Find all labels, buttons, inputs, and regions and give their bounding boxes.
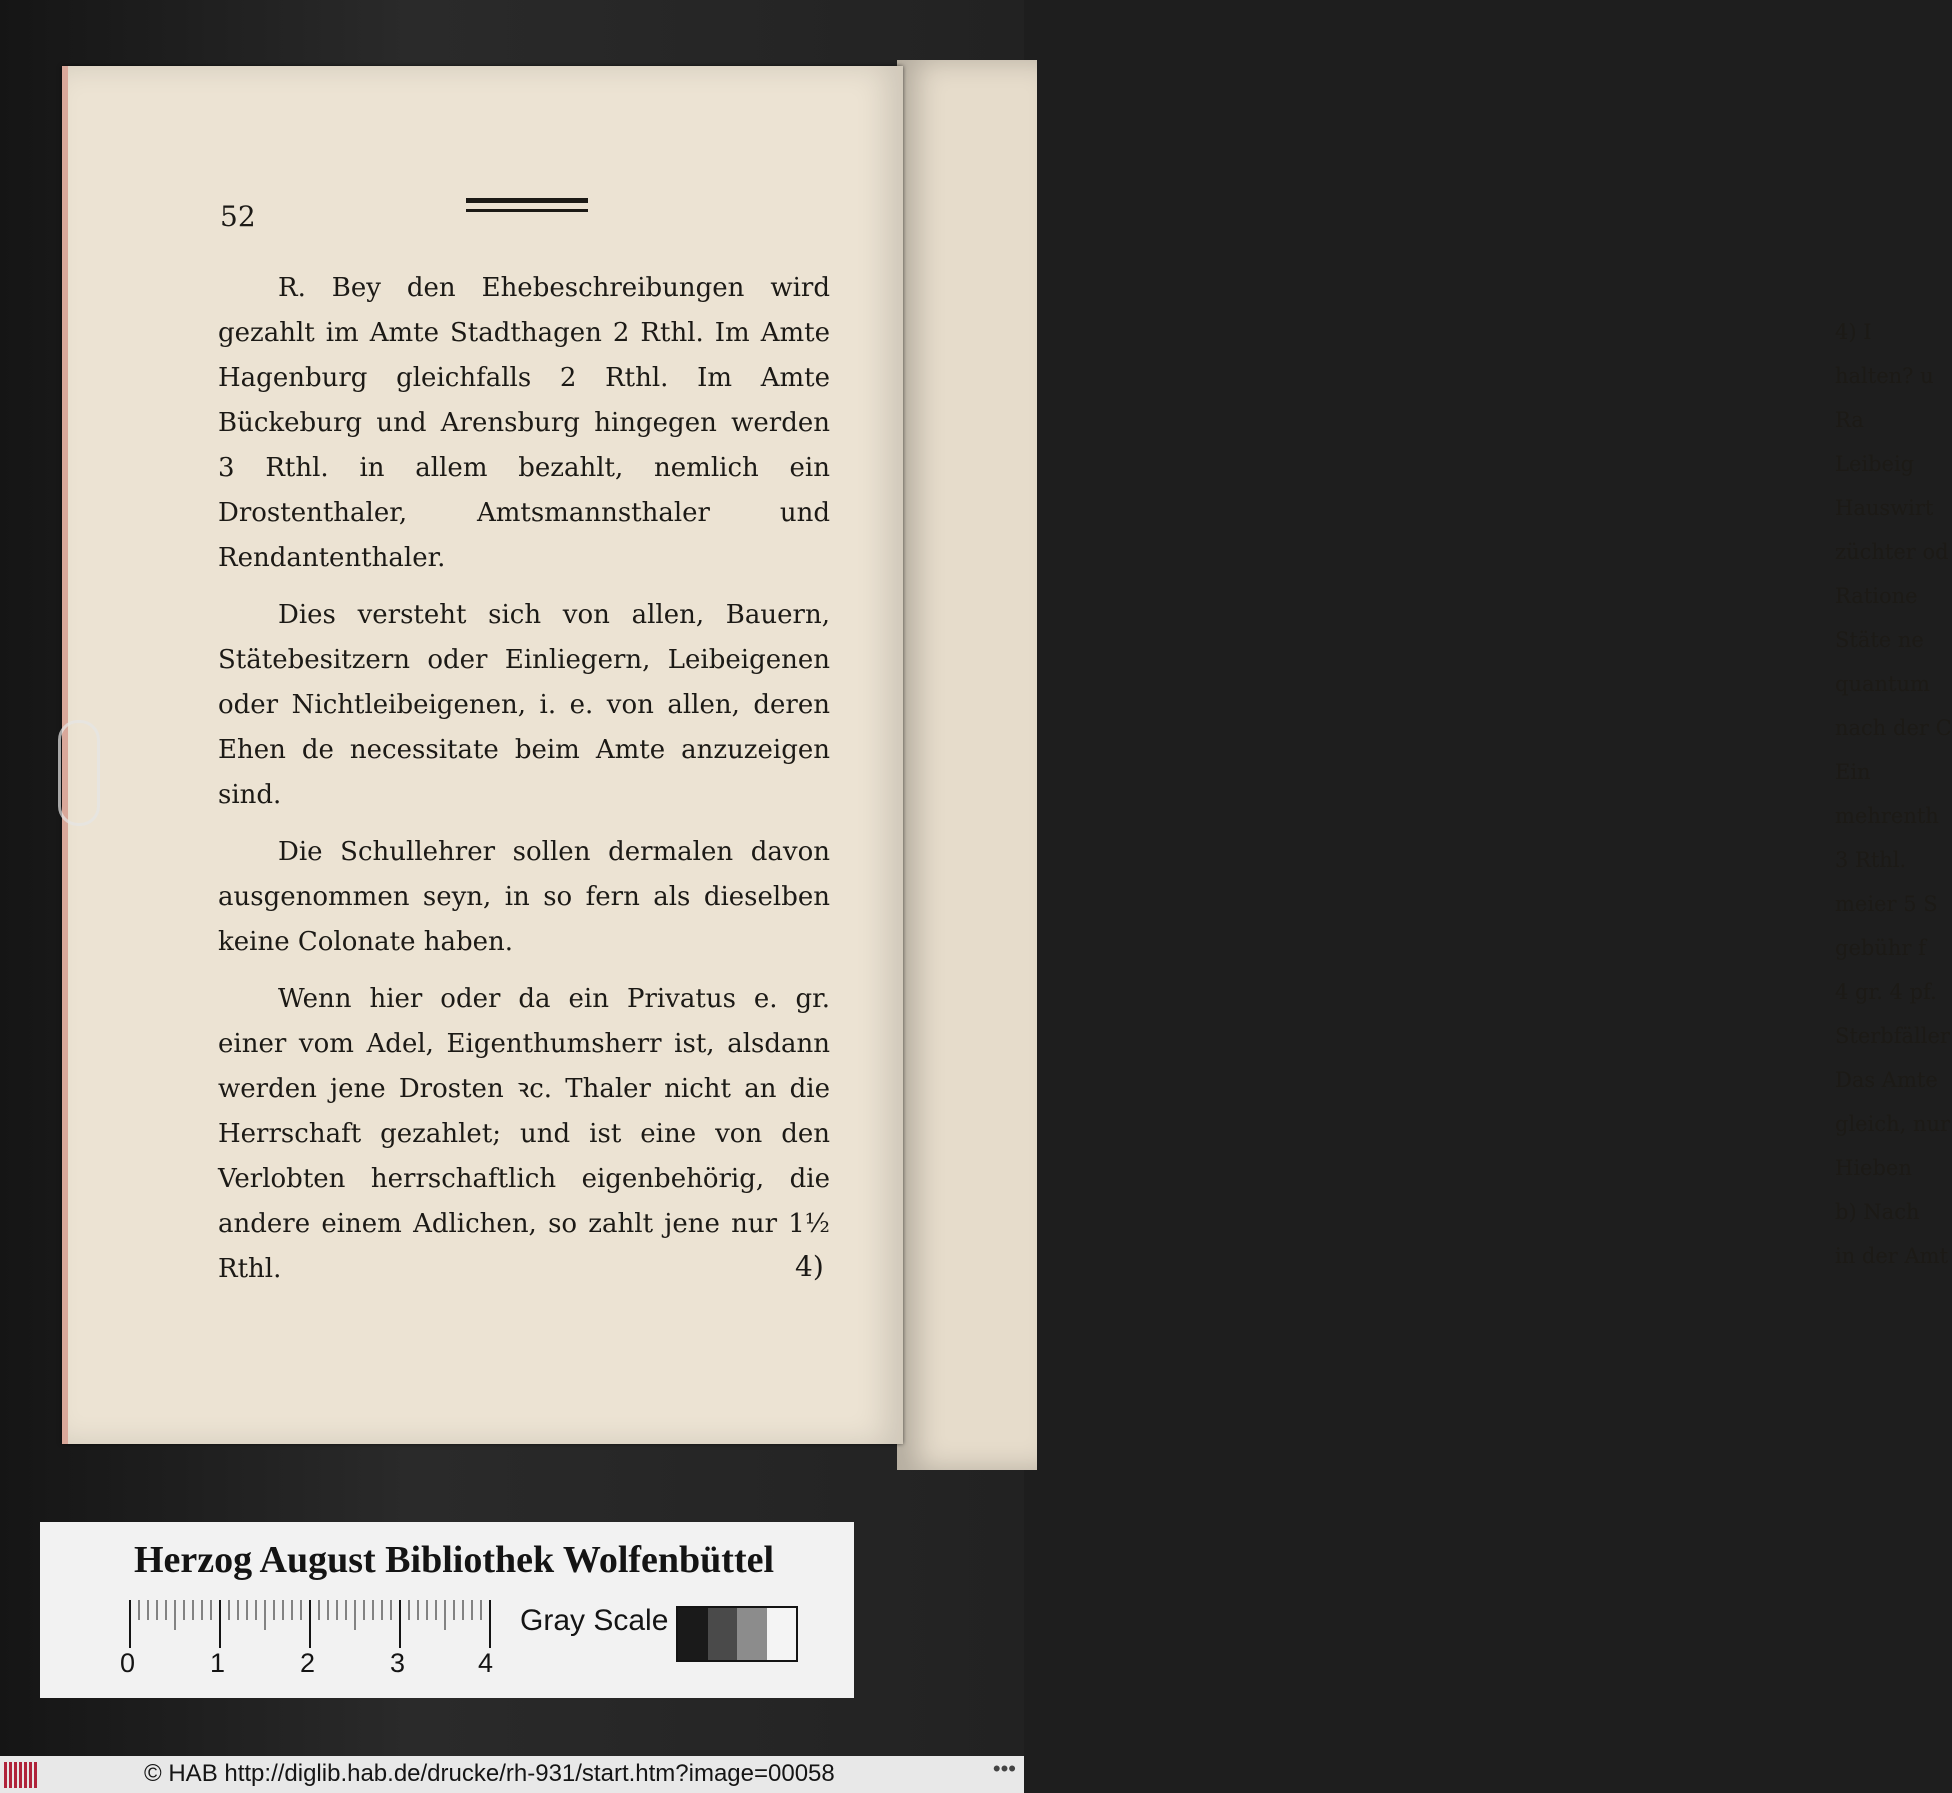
right-page-line: Das Amte bbox=[1835, 1068, 1938, 1092]
right-page-line: halten? u bbox=[1835, 364, 1934, 388]
right-page-line: Hieben bbox=[1835, 1156, 1912, 1180]
right-page-line: Hauswirt bbox=[1835, 496, 1934, 520]
gray-scale-patches bbox=[676, 1606, 798, 1662]
header-rule bbox=[466, 198, 588, 212]
gray-patch bbox=[678, 1608, 708, 1660]
right-page-line: 3 Rthl. bbox=[1835, 848, 1907, 872]
ruler-label: 2 bbox=[300, 1648, 316, 1678]
right-page-line: 4) I bbox=[1835, 320, 1872, 344]
right-page-line: 4 gr. 4 pf. bbox=[1835, 980, 1937, 1004]
right-page-line: Leibeig bbox=[1835, 452, 1915, 476]
right-page-line: gebühr f bbox=[1835, 936, 1926, 960]
paragraph: Dies versteht sich von allen, Bauern, Stätebesitzern oder Einliegern, Leibeigenen oder Nichtleibeigenen, i. e. von allen, deren Ehen de necessitate beim Amte anzuzeigen sind. bbox=[218, 600, 830, 810]
paragraph: Wenn hier oder da ein Privatus e. gr. einer vom Adel, Eigenthumsherr ist, alsdann werden jene Drosten ꝛc. Thaler nicht an die Herrschaft gezahlet; und ist eine von den Verlobten herrschaftlich eigenbehörig, die andere einem Adlichen, so zahlt jene nur 1½ Rthl. bbox=[218, 984, 830, 1284]
right-page-line: b) Nach bbox=[1835, 1200, 1920, 1224]
book-clip bbox=[58, 720, 100, 826]
ruler-label: 4 bbox=[478, 1648, 494, 1678]
right-page-line: meier 5 S bbox=[1835, 892, 1938, 916]
right-page-line: Ratione bbox=[1835, 584, 1918, 608]
right-page bbox=[897, 60, 1952, 1470]
paragraph: R. Bey den Ehebeschreibungen wird gezahlt im Amte Stadthagen 2 Rthl. Im Amte Hagenburg gleichfalls 2 Rthl. Im Amte Bückeburg und Arensburg hingegen werden 3 Rthl. in allem bezahlt, nemlich ein Drostenthaler, Amtsmannsthaler und Rendantenthaler. bbox=[218, 273, 830, 573]
right-page-line: gleich, nur bbox=[1835, 1112, 1951, 1136]
right-page-line: Ein bbox=[1835, 760, 1871, 784]
gray-patch bbox=[708, 1608, 738, 1660]
gray-patch bbox=[737, 1608, 767, 1660]
footer-bar bbox=[0, 1756, 1024, 1793]
catchword: 4) bbox=[795, 1250, 824, 1283]
ruler-scale bbox=[128, 1600, 488, 1648]
right-page-text bbox=[1835, 310, 1952, 1278]
gray-scale-label: Gray Scale bbox=[520, 1604, 669, 1637]
hab-logo-icon bbox=[4, 1762, 44, 1788]
color-reference-card bbox=[40, 1522, 854, 1698]
right-page-line: Ra bbox=[1835, 408, 1864, 432]
gray-patch bbox=[767, 1608, 797, 1660]
ruler-label: 1 bbox=[210, 1648, 226, 1678]
right-page-line: nach der C bbox=[1835, 716, 1952, 740]
right-page-line: züchter od bbox=[1835, 540, 1949, 564]
ruler-label: 0 bbox=[120, 1648, 136, 1678]
right-page-line: Stäte ne bbox=[1835, 628, 1924, 652]
right-page-line: Sterbfäller bbox=[1835, 1024, 1950, 1048]
card-title: Herzog August Bibliothek Wolfenbüttel bbox=[133, 1539, 775, 1581]
page-number: 52 bbox=[220, 200, 256, 233]
right-page-line: quantum bbox=[1835, 672, 1930, 696]
right-page-line: in der Amt bbox=[1835, 1244, 1949, 1268]
ruler-labels bbox=[120, 1648, 500, 1680]
more-icon: ••• bbox=[992, 1756, 1016, 1781]
copyright-url: © HAB http://diglib.hab.de/drucke/rh-931/start.htm?image=00058 bbox=[144, 1760, 835, 1787]
paragraph: Die Schullehrer sollen dermalen davon ausgenommen seyn, in so fern als dieselben keine Colonate haben. bbox=[218, 837, 830, 957]
page-text bbox=[218, 266, 830, 1304]
right-page-line: mehrenth bbox=[1835, 804, 1939, 828]
ruler-label: 3 bbox=[390, 1648, 406, 1678]
